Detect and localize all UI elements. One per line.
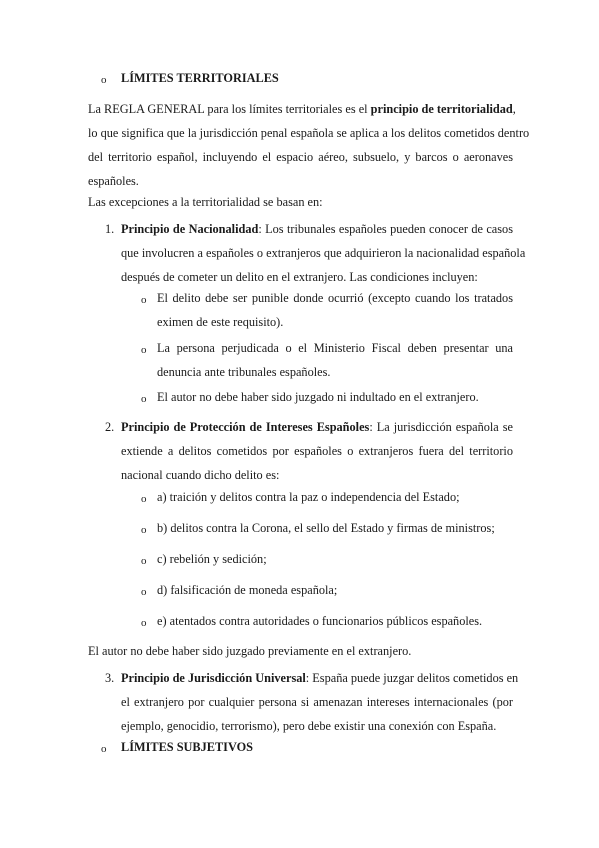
list-item: El autor no debe haber sido juzgado ni indultado en el extranjero. bbox=[157, 390, 479, 404]
item-2-line-1: Principio de Protección de Intereses Españoles: La jurisdicción española se bbox=[121, 420, 513, 434]
item-2-line-3: nacional cuando dicho delito es: bbox=[121, 468, 280, 482]
section-heading-limites-territoriales: LÍMITES TERRITORIALES bbox=[121, 71, 279, 85]
list-number-3: 3. bbox=[105, 671, 115, 685]
bullet-marker: o bbox=[141, 617, 147, 629]
item-1-paragraph bbox=[121, 217, 526, 289]
intro-line-4: españoles. bbox=[88, 174, 139, 188]
intro-paragraph bbox=[88, 97, 530, 193]
bullet-marker: o bbox=[141, 294, 147, 306]
bullet-marker: o bbox=[101, 743, 107, 755]
principle-emphasis: principio de territorialidad bbox=[370, 102, 513, 116]
list-item: El delito debe ser punible donde ocurrió (excepto cuando los tratados eximen de este requisito). bbox=[157, 291, 513, 329]
item-1-line-3: después de cometer un delito en el extranjero. Las condiciones incluyen: bbox=[121, 270, 478, 284]
item-3-line-3: ejemplo, genocidio, terrorismo), pero debe existir una conexión con España. bbox=[121, 719, 497, 733]
item-2-line-2: extiende a delitos cometidos por españoles o extranjeros fuera del territorio bbox=[121, 444, 513, 458]
list-item: c) rebelión y sedición; bbox=[157, 552, 267, 566]
exceptions-line: Las excepciones a la territorialidad se basan en: bbox=[88, 195, 323, 209]
item-3-title: Principio de Jurisdicción Universal bbox=[121, 671, 306, 685]
item-3-line-2: el extranjero por cualquier persona si amenazan intereses internacionales (por bbox=[121, 695, 513, 709]
item-1-line-2: que involucren a españoles o extranjeros que adquirieron la nacionalidad española bbox=[121, 246, 526, 260]
bullet-marker: o bbox=[141, 493, 147, 505]
list-number-1: 1. bbox=[105, 222, 115, 236]
item-3-line-1: Principio de Jurisdicción Universal: España puede juzgar delitos cometidos en bbox=[121, 671, 519, 685]
list-item: a) traición y delitos contra la paz o independencia del Estado; bbox=[157, 490, 460, 504]
intro-line-3: del territorio español, incluyendo el espacio aéreo, subsuelo, y barcos o aeronaves bbox=[88, 150, 513, 164]
list-number-2: 2. bbox=[105, 420, 115, 434]
item-1-line-1: Principio de Nacionalidad: Los tribunales españoles pueden conocer de casos bbox=[121, 222, 513, 236]
list-item: b) delitos contra la Corona, el sello del Estado y firmas de ministros; bbox=[157, 521, 495, 535]
bullet-marker: o bbox=[141, 586, 147, 598]
list-item: e) atentados contra autoridades o funcionarios públicos españoles. bbox=[157, 614, 483, 628]
list-item: La persona perjudicada o el Ministerio Fiscal deben presentar una denuncia ante tribunales españoles. bbox=[157, 341, 513, 379]
bullet-marker: o bbox=[141, 524, 147, 536]
item-1-title: Principio de Nacionalidad bbox=[121, 222, 259, 236]
bullet-marker: o bbox=[141, 555, 147, 567]
intro-line-2: lo que significa que la jurisdicción penal española se aplica a los delitos cometidos dentro bbox=[88, 126, 530, 140]
after-item-2-line: El autor no debe haber sido juzgado previamente en el extranjero. bbox=[88, 644, 412, 658]
bullet-marker: o bbox=[141, 344, 147, 356]
intro-line-1: La REGLA GENERAL para los límites territoriales es el principio de territorialidad, bbox=[88, 102, 516, 116]
section-heading-limites-subjetivos: LÍMITES SUBJETIVOS bbox=[121, 740, 253, 754]
list-item: d) falsificación de moneda española; bbox=[157, 583, 338, 597]
item-2-title: Principio de Protección de Intereses Españoles bbox=[121, 420, 370, 434]
bullet-marker: o bbox=[101, 74, 107, 86]
bullet-marker: o bbox=[141, 393, 147, 405]
item-2-paragraph bbox=[121, 415, 513, 487]
item-3-paragraph bbox=[121, 666, 519, 738]
